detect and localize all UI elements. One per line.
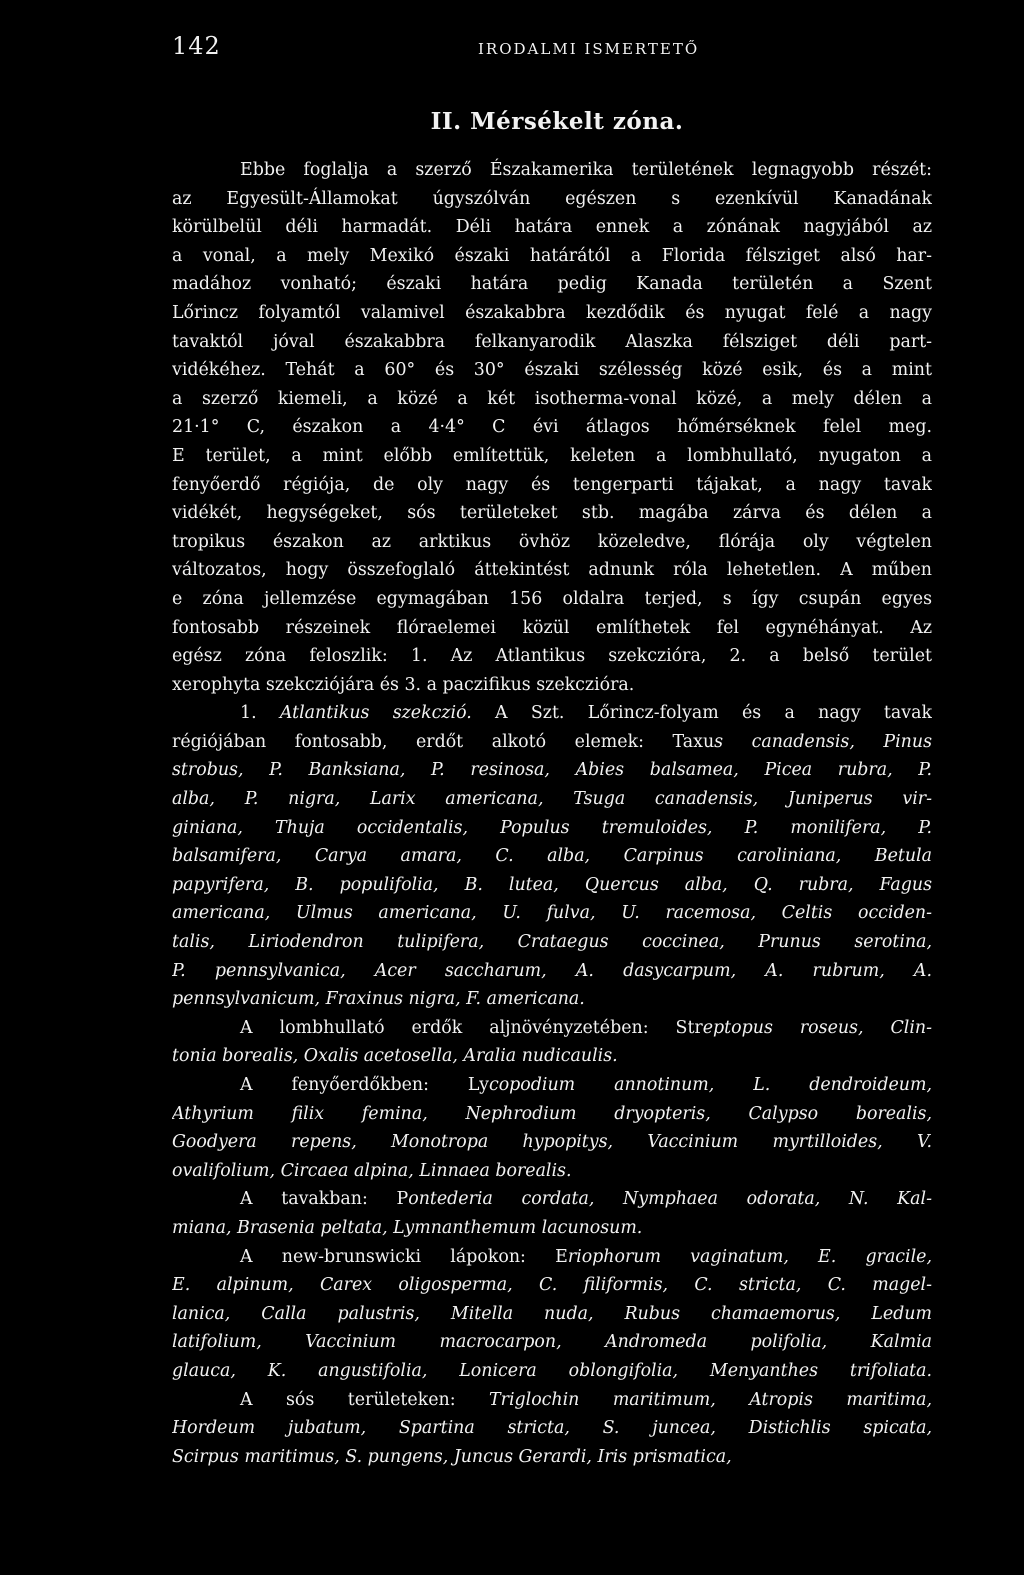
text-line: változatos, hogy összefoglaló áttekintést adnunk róla lehetetlen. A műben [172,560,932,581]
text-line: Ebbe foglalja a szerző Északamerika területének legnagyobb részét: [240,160,932,180]
text-line: madához vonható; északi határa pedig Kanada területén a Szent [172,274,932,295]
text-line: régiójában fontosabb, erdőt alkotó elemek: Taxus canadensis, Pinus [172,731,932,752]
text-line: balsamifera, Carya amara, C. alba, Carpinus caroliniana, Betula [172,846,932,867]
text-line: Hordeum jubatum, Spartina stricta, S. juncea, Distichlis spicata, [172,1418,932,1439]
text-line: americana, Ulmus americana, U. fulva, U. racemosa, Celtis occiden- [172,903,932,924]
page-number: 142 [172,32,221,60]
text-line: Lőrincz folyamtól valamivel északabbra kezdődik és nyugat felé a nagy [172,302,932,323]
text-line: A tavakban: Pontederia cordata, Nymphaea odorata, N. Kal- [240,1189,932,1210]
text-line: egész zóna feloszlik: 1. Az Atlantikus szekczióra, 2. a belső terület [172,646,932,667]
text-line: alba, P. nigra, Larix americana, Tsuga canadensis, Juniperus vir- [172,789,932,810]
text-line: A sós területeken: Triglochin maritimum, Atropis maritima, [240,1389,932,1410]
text-line: latifolium, Vaccinium macrocarpon, Andromeda polifolia, Kalmia [172,1332,932,1353]
text-line: 21·1° C, északon a 4·4° C évi átlagos hőmérséknek felel meg. [172,417,932,438]
body-text [172,156,932,1471]
text-line: tavaktól jóval északabbra felkanyarodik Alaszka félsziget déli part- [172,331,932,352]
running-head: IRODALMI ISMERTETŐ [478,40,700,58]
text-line: A new-brunswicki lápokon: Eriophorum vaginatum, E. gracile, [240,1246,932,1267]
text-line: E. alpinum, Carex oligosperma, C. filiformis, C. stricta, C. magel- [172,1275,932,1296]
text-line: papyrifera, B. populifolia, B. lutea, Quercus alba, Q. rubra, Fagus [172,874,932,895]
text-line: fenyőerdő régiója, de oly nagy és tengerparti tájakat, a nagy tavak [172,474,932,495]
text-line: Goodyera repens, Monotropa hypopitys, Vaccinium myrtilloides, V. [172,1132,932,1153]
text-line: lanica, Calla palustris, Mitella nuda, Rubus chamaemorus, Ledum [172,1303,932,1324]
text-line: e zóna jellemzése egymagában 156 oldalra terjed, s így csupán egyes [172,588,932,609]
text-line: tropikus északon az arktikus övhöz közeledve, flórája oly végtelen [172,531,932,552]
text-line: talis, Liriodendron tulipifera, Crataegus coccinea, Prunus serotina, [172,932,932,953]
text-line: a szerző kiemeli, a közé a két isotherma-vonal közé, a mely délen a [172,388,932,409]
page-header [172,32,932,66]
text-line: Scirpus maritimus, S. pungens, Juncus Gerardi, Iris prismatica, [172,1446,732,1467]
text-line: vidékét, hegységeket, sós területeket stb. magába zárva és délen a [172,503,932,524]
text-line: vidékéhez. Tehát a 60° és 30° északi szélesség közé esik, és a mint [172,360,932,381]
text-line: fontosabb részeinek flóraelemei közül említhetek fel egynéhányat. Az [172,617,932,638]
text-line: ovalifolium, Circaea alpina, Linnaea borealis. [172,1160,572,1181]
text-line: tonia borealis, Oxalis acetosella, Aralia nudicaulis. [172,1046,618,1067]
text-line: strobus, P. Banksiana, P. resinosa, Abies balsamea, Picea rubra, P. [172,760,932,781]
text-line: 1. Atlantikus szekczió. A Szt. Lőrincz-folyam és a nagy tavak [240,703,932,724]
text-line: glauca, K. angustifolia, Lonicera oblongifolia, Menyanthes trifoliata. [172,1360,932,1381]
text-line: miana, Brasenia peltata, Lymnanthemum lacunosum. [172,1217,643,1238]
text-line: Athyrium filix femina, Nephrodium dryopteris, Calypso borealis, [172,1103,932,1124]
text-line: a vonal, a mely Mexikó északi határától a Florida félsziget alsó har- [172,245,932,266]
text-line: az Egyesült-Államokat úgyszólván egészen s ezenkívül Kanadának [172,188,932,209]
text-line: pennsylvanicum, Fraxinus nigra, F. americana. [172,989,585,1010]
section-heading: II. Mérsékelt zóna. [430,108,684,135]
text-line: A lombhullató erdők aljnövényzetében: Streptopus roseus, Clin- [240,1017,932,1038]
text-line: körülbelül déli harmadát. Déli határa ennek a zónának nagyjából az [172,217,932,238]
text-line: P. pennsylvanica, Acer saccharum, A. dasycarpum, A. rubrum, A. [172,960,932,981]
text-line: xerophyta szekcziójára és 3. a paczifikus szekczióra. [172,674,635,695]
text-line: giniana, Thuja occidentalis, Populus tremuloides, P. monilifera, P. [172,817,932,838]
text-line: A fenyőerdőkben: Lycopodium annotinum, L. dendroideum, [240,1075,932,1095]
text-line: E terület, a mint előbb említettük, keleten a lombhullató, nyugaton a [172,445,932,466]
